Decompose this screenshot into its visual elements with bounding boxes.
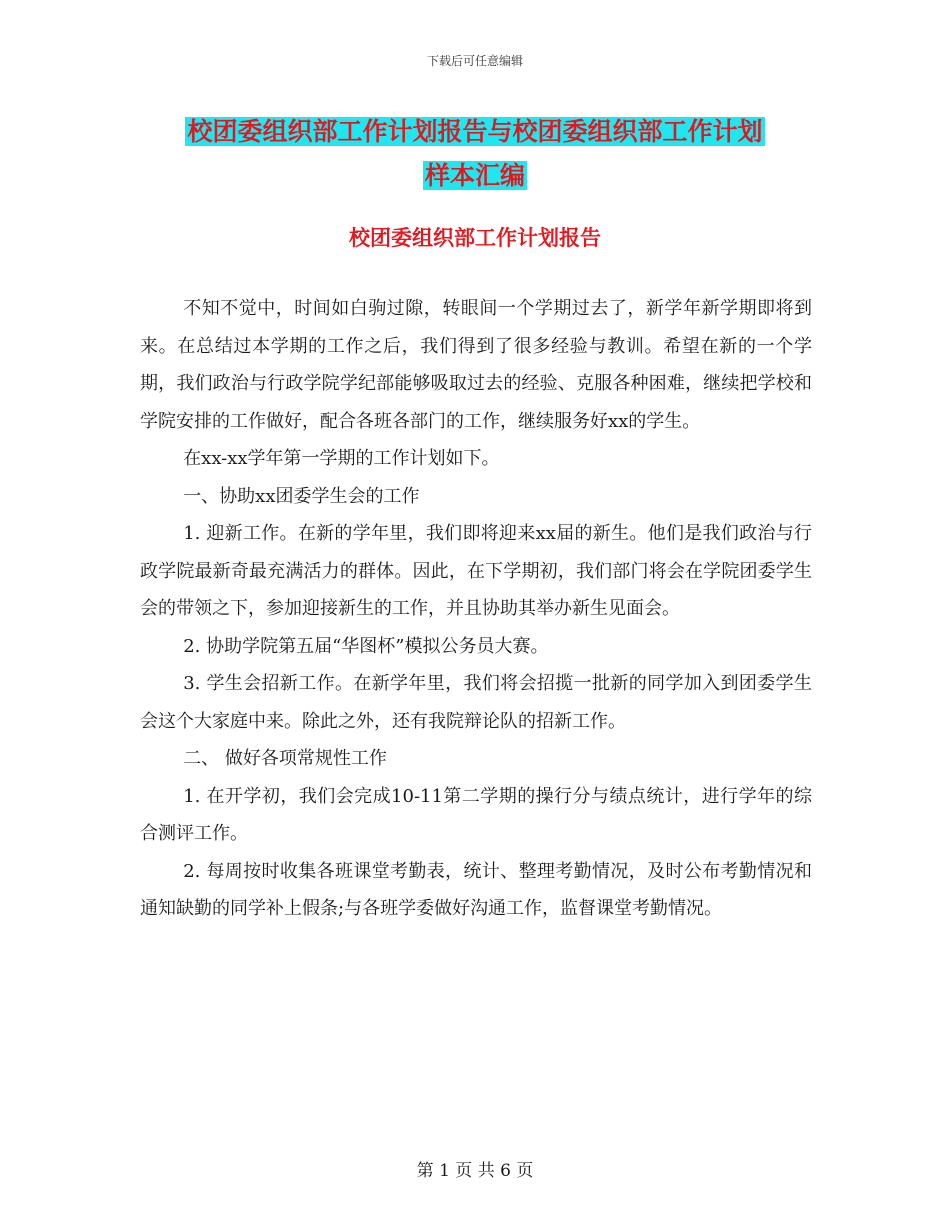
paragraph: 1. 迎新工作。在新的学年里，我们即将迎来xx届的新生。他们是我们政治与行政学院最新奇最充满活力的群体。因此，在下学期初，我们部门将会在学院团委学生会的带领之下，参加迎接新生的工作，并且协助其举办新生见面会。 [140, 523, 812, 619]
paragraph: 在xx-xx学年第一学期的工作计划如下。 [183, 448, 500, 469]
document-title [140, 110, 810, 198]
paragraph: 2. 每周按时收集各班课堂考勤表，统计、整理考勤情况，及时公布考勤情况和通知缺勤的同学补上假条;与各班学委做好沟通工作，监督课堂考勤情况。 [140, 860, 812, 919]
paragraph: 二、 做好各项常规性工作 [183, 748, 387, 769]
page-footer: 第 1 页 共 6 页 [416, 1161, 534, 1181]
paragraph: 3. 学生会招新工作。在新学年里，我们将会招揽一批新的同学加入到团委学生会这个大家庭中来。除此之外，还有我院辩论队的招新工作。 [140, 673, 812, 732]
section-title: 校团委组织部工作计划报告 [349, 226, 601, 250]
document-title-line-2: 样本汇编 [424, 161, 525, 190]
paragraph: 不知不觉中，时间如白驹过隙，转眼间一个学期过去了，新学年新学期即将到来。在总结过本学期的工作之后，我们得到了很多经验与教训。希望在新的一个学期，我们政治与行政学院学纪部能够吸取过去的经验、克服各种困难，继续把学校和学院安排的工作做好，配合各班各部门的工作，继续服务好xx的学生。 [140, 298, 812, 432]
body-text [140, 290, 812, 928]
paragraph: 1. 在开学初，我们会完成10-11第二学期的操行分与绩点统计，进行学年的综合测评工作。 [140, 785, 812, 844]
header-note: 下载后可任意编辑 [426, 54, 523, 68]
paragraph: 2. 协助学院第五届“华图杯”模拟公务员大赛。 [183, 635, 549, 657]
document-title-line-1: 校团委组织部工作计划报告与校团委组织部工作计划 [187, 117, 763, 146]
paragraph: 一、协助xx团委学生会的工作 [183, 485, 420, 507]
